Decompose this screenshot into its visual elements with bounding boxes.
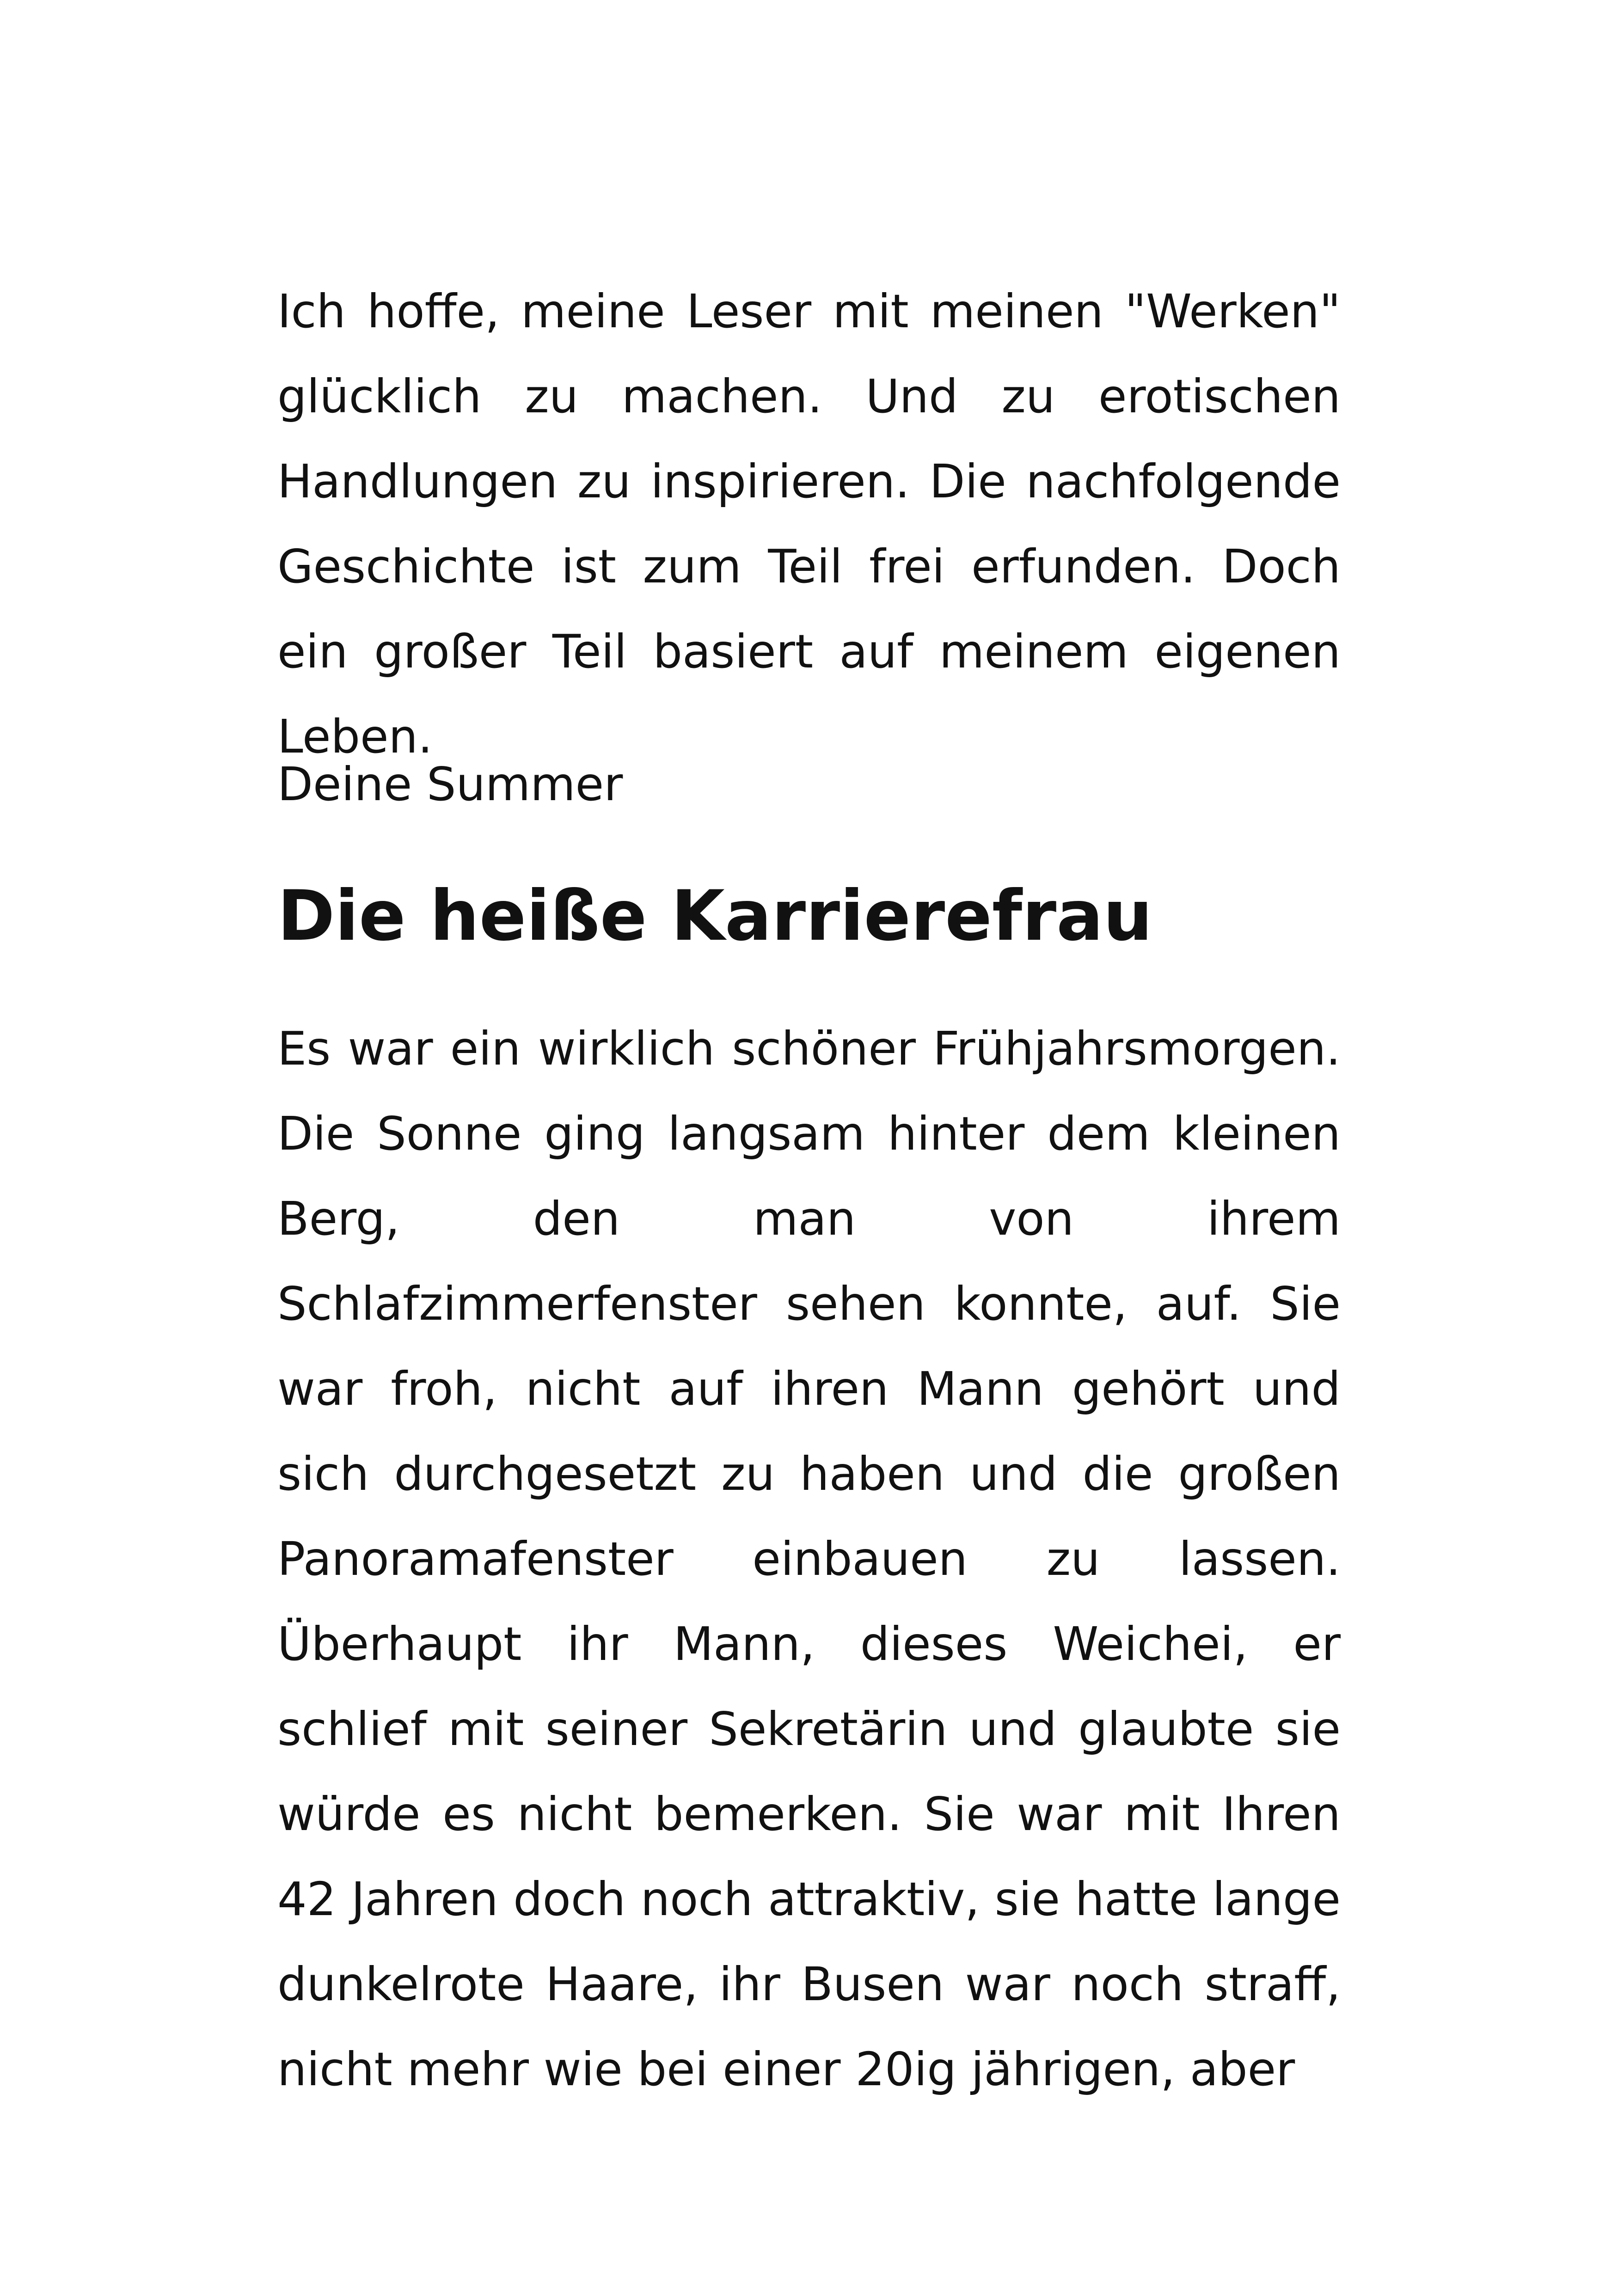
intro-paragraph: Ich hoffe, meine Leser mit meinen "Werken" glücklich zu machen. Und zu erotischen Handlungen zu inspirieren. Die nachfolgende Geschichte ist zum Teil frei erfunden. Doch ein großer Teil basiert auf meinem eigenen Leben. <box>277 284 1341 764</box>
chapter-paragraph: Es war ein wirklich schöner Frühjahrsmorgen. Die Sonne ging langsam hinter dem kleinen Berg, den man von ihrem Schlafzimmerfenster sehen konnte, auf. Sie war froh, nicht auf ihren Mann gehört und sich durchgesetzt zu haben und die großen Panoramafenster einbauen zu lassen. Überhaupt ihr Mann, dieses Weichei, er schlief mit seiner Sekretärin und glaubte sie würde es nicht bemerken. Sie war mit Ihren 42 Jahren doch noch attraktiv, sie hatte lange dunkelrote Haare, ihr Busen war noch straff, nicht mehr wie bei einer 20ig jährigen, aber <box>277 1022 1341 2096</box>
chapter-title: Die heiße Karrierefrau <box>277 876 1153 956</box>
author-signature: Deine Summer <box>277 757 623 811</box>
